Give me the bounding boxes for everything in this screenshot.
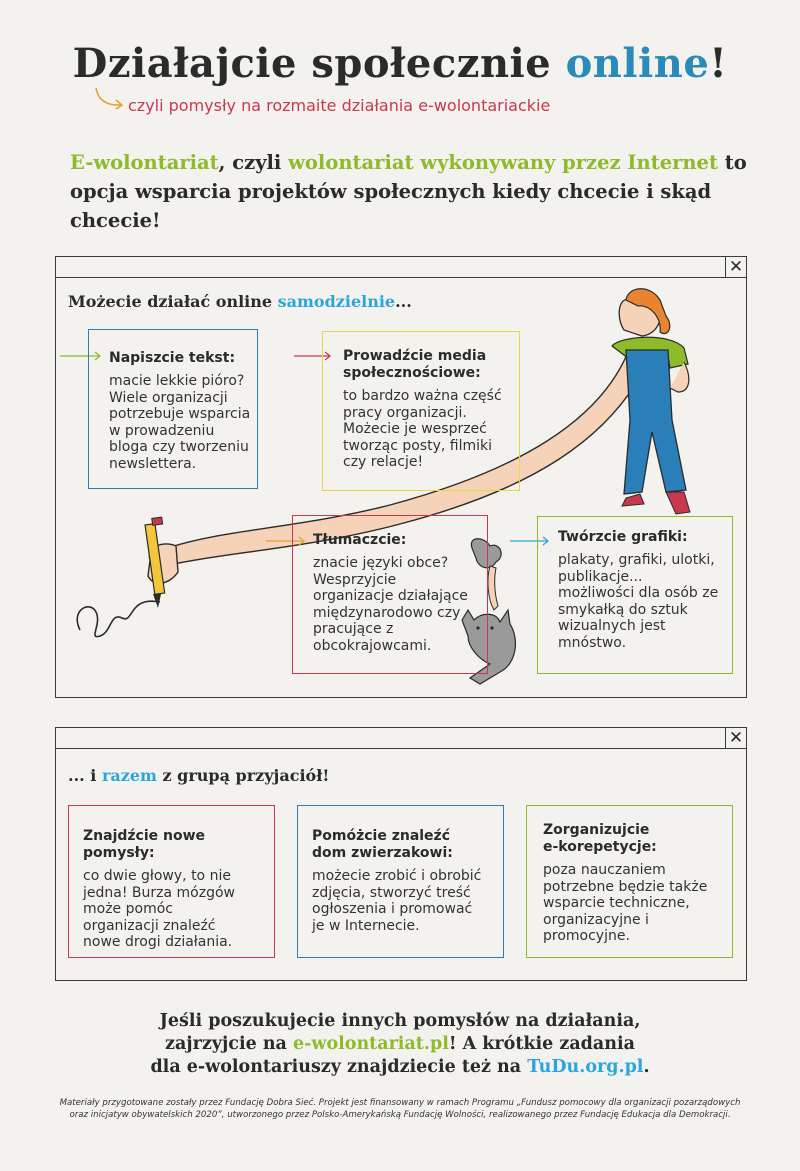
intro-p2: , czyli: [218, 151, 289, 174]
panel2-heading-end: z grupą przyjaciół!: [156, 766, 330, 785]
card-title: Zorganizujcie e-korepetycje:: [543, 822, 657, 855]
intro-p3: wolontariat wykonywany przez Internet: [288, 151, 718, 174]
credits: [0, 1097, 800, 1121]
scribble-icon: [77, 601, 160, 636]
card-social-media: [322, 331, 520, 491]
panel2-heading-accent: razem: [101, 766, 157, 785]
close-icon[interactable]: ✕: [725, 728, 746, 748]
credits-line1: Materiały przygotowane zostały przez Fundację Dobra Sieć. Projekt jest finansowany w ramach Programu „Fundusz pomocowy dla organizacji pozarządowych: [59, 1098, 741, 1108]
footer-cta: [0, 1010, 800, 1079]
card-body: znacie języki obce? Wesprzyjcie organizacje działające międzynarodowo czy pracujące z obcokrajowcami.: [313, 555, 468, 654]
footer-line3: [0, 1056, 800, 1079]
card-body: poza nauczaniem potrzebne będzie także wsparcie techniczne, organizacyjne i promocyjne.: [543, 862, 708, 944]
card-write-text: [88, 329, 258, 489]
footer-line2-a: zajrzyjcie na: [165, 1034, 293, 1054]
card-title: Napiszcie tekst:: [109, 350, 236, 366]
link-e-wolontariat[interactable]: e-wolontariat.pl: [292, 1034, 449, 1054]
title-accent: online: [565, 40, 710, 87]
card-title: Znajdźcie nowe pomysły:: [83, 828, 206, 861]
card-title: Prowadźcie media społecznościowe:: [343, 348, 487, 381]
card-graphics: [537, 516, 733, 674]
footer-line2-b: ! A krótkie zadania: [448, 1034, 635, 1054]
panel2-heading-start: ... i: [68, 766, 102, 785]
panel2-heading: [68, 766, 329, 785]
card-translate: [292, 515, 488, 674]
footer-line2: [0, 1033, 800, 1056]
card-body: macie lekkie pióro? Wiele organizacji potrzebuje wsparcia w prowadzeniu bloga czy tworzeniu newslettera.: [109, 373, 251, 472]
card-title: Pomóżcie znaleźć dom zwierzakowi:: [312, 828, 453, 861]
panel1-heading-accent: samodzielnie: [277, 292, 396, 311]
close-icon[interactable]: ✕: [725, 257, 746, 277]
intro-p4: to opcja wsparcia projektów społecznych kiedy chcecie i skąd chcecie!: [70, 151, 747, 232]
card-tutoring: [526, 805, 733, 958]
link-tudu[interactable]: TuDu.org.pl: [527, 1057, 644, 1077]
card-new-ideas: [68, 805, 275, 958]
credits-line2: oraz inicjatyw obywatelskich 2020”, utworzonego przez Polsko-Amerykańską Fundację Wolności, realizowanego przez Fundację Edukacja dla Demokracji.: [69, 1110, 731, 1120]
title-text: Działajcie społecznie: [72, 40, 566, 87]
footer-line1: Jeśli poszukujecie innych pomysłów na działania,: [159, 1011, 641, 1031]
intro-p1: E-wolontariat: [70, 151, 219, 174]
footer-line3-a: dla e-wolontariuszy znajdziecie też na: [150, 1057, 528, 1077]
card-pet-home: [297, 805, 504, 958]
card-title: Twórzcie grafiki:: [558, 529, 688, 545]
panel1-heading-main: Możecie działać online: [68, 292, 278, 311]
title-end: !: [709, 40, 728, 87]
card-title: Tłumaczcie:: [313, 532, 407, 548]
panel1-heading-end: ...: [395, 292, 412, 311]
card-body: to bardzo ważna część pracy organizacji. Możecie je wesprzeć tworząc posty, filmiki czy relacje!: [343, 388, 502, 470]
card-body: możecie zrobić i obrobić zdjęcia, stworzyć treść ogłoszenia i promować je w Internecie.: [312, 868, 482, 934]
panel-titlebar: [56, 728, 746, 749]
card-body: plakaty, grafiki, ulotki, publikacje... możliwości dla osób ze smykałką do sztuk wizualnych jest mnóstwo.: [558, 552, 719, 651]
card-body: co dwie głowy, to nie jedna! Burza mózgów może pomóc organizacji znaleźć nowe drogi działania.: [83, 868, 235, 950]
subtitle: czyli pomysły na rozmaite działania e-wolontariackie: [128, 96, 551, 115]
footer-line3-b: .: [643, 1057, 650, 1077]
